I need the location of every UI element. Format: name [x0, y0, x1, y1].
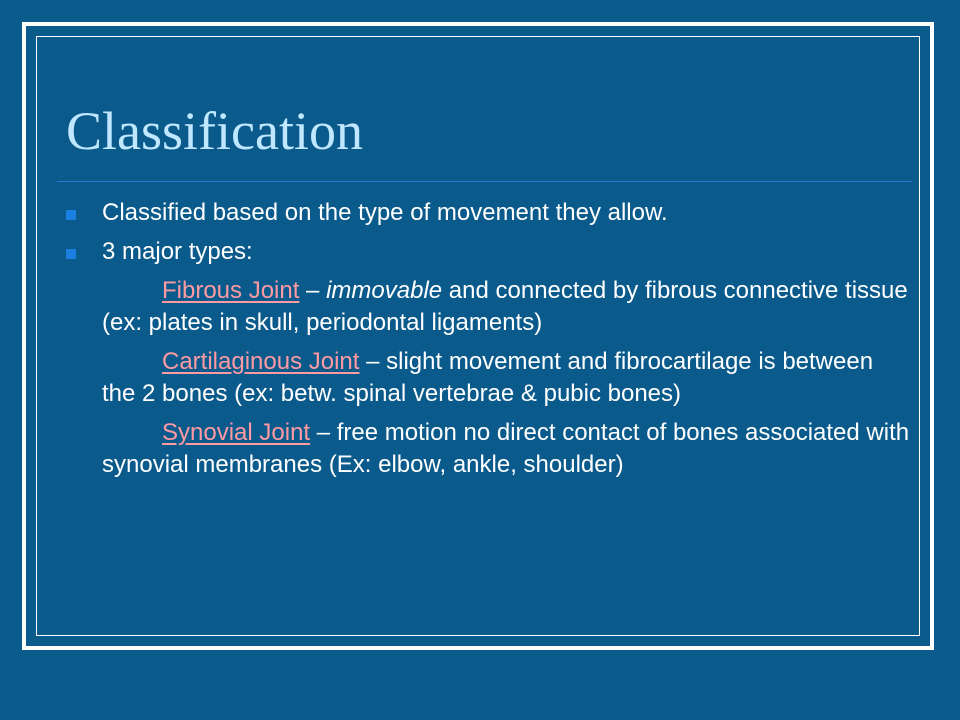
joint-type-fibrous: [102, 275, 912, 339]
joint-description: slight movement and fibrocartilage is between the 2 bones (ex: betw. spinal vertebrae & pubic bones): [102, 348, 874, 407]
joint-type-synovial: [102, 417, 912, 481]
bullet-item: [102, 197, 912, 229]
square-bullet-icon: [66, 210, 76, 220]
joint-type-cartilaginous: [102, 346, 912, 410]
emphasis-text: immovable: [326, 277, 443, 304]
bullet-text: 3 major types:: [102, 238, 253, 265]
title-divider: [57, 181, 912, 182]
separator: –: [359, 348, 387, 375]
square-bullet-icon: [66, 249, 76, 259]
separator: –: [299, 277, 327, 304]
synovial-joint-link[interactable]: Synovial Joint: [162, 419, 311, 446]
cartilaginous-joint-link[interactable]: Cartilaginous Joint: [162, 348, 360, 375]
bullet-text: Classified based on the type of movement they allow.: [102, 199, 668, 226]
slide-title: Classification: [66, 101, 363, 161]
bullet-item: [102, 236, 912, 268]
joint-description: and connected by fibrous connective tissue (ex: plates in skull, periodontal ligaments): [102, 277, 908, 336]
slide-body: [102, 197, 912, 488]
joint-description: free motion no direct contact of bones associated with synovial membranes (Ex: elbow, ankle, shoulder): [102, 419, 910, 478]
fibrous-joint-link[interactable]: Fibrous Joint: [162, 277, 300, 304]
separator: –: [310, 419, 337, 446]
